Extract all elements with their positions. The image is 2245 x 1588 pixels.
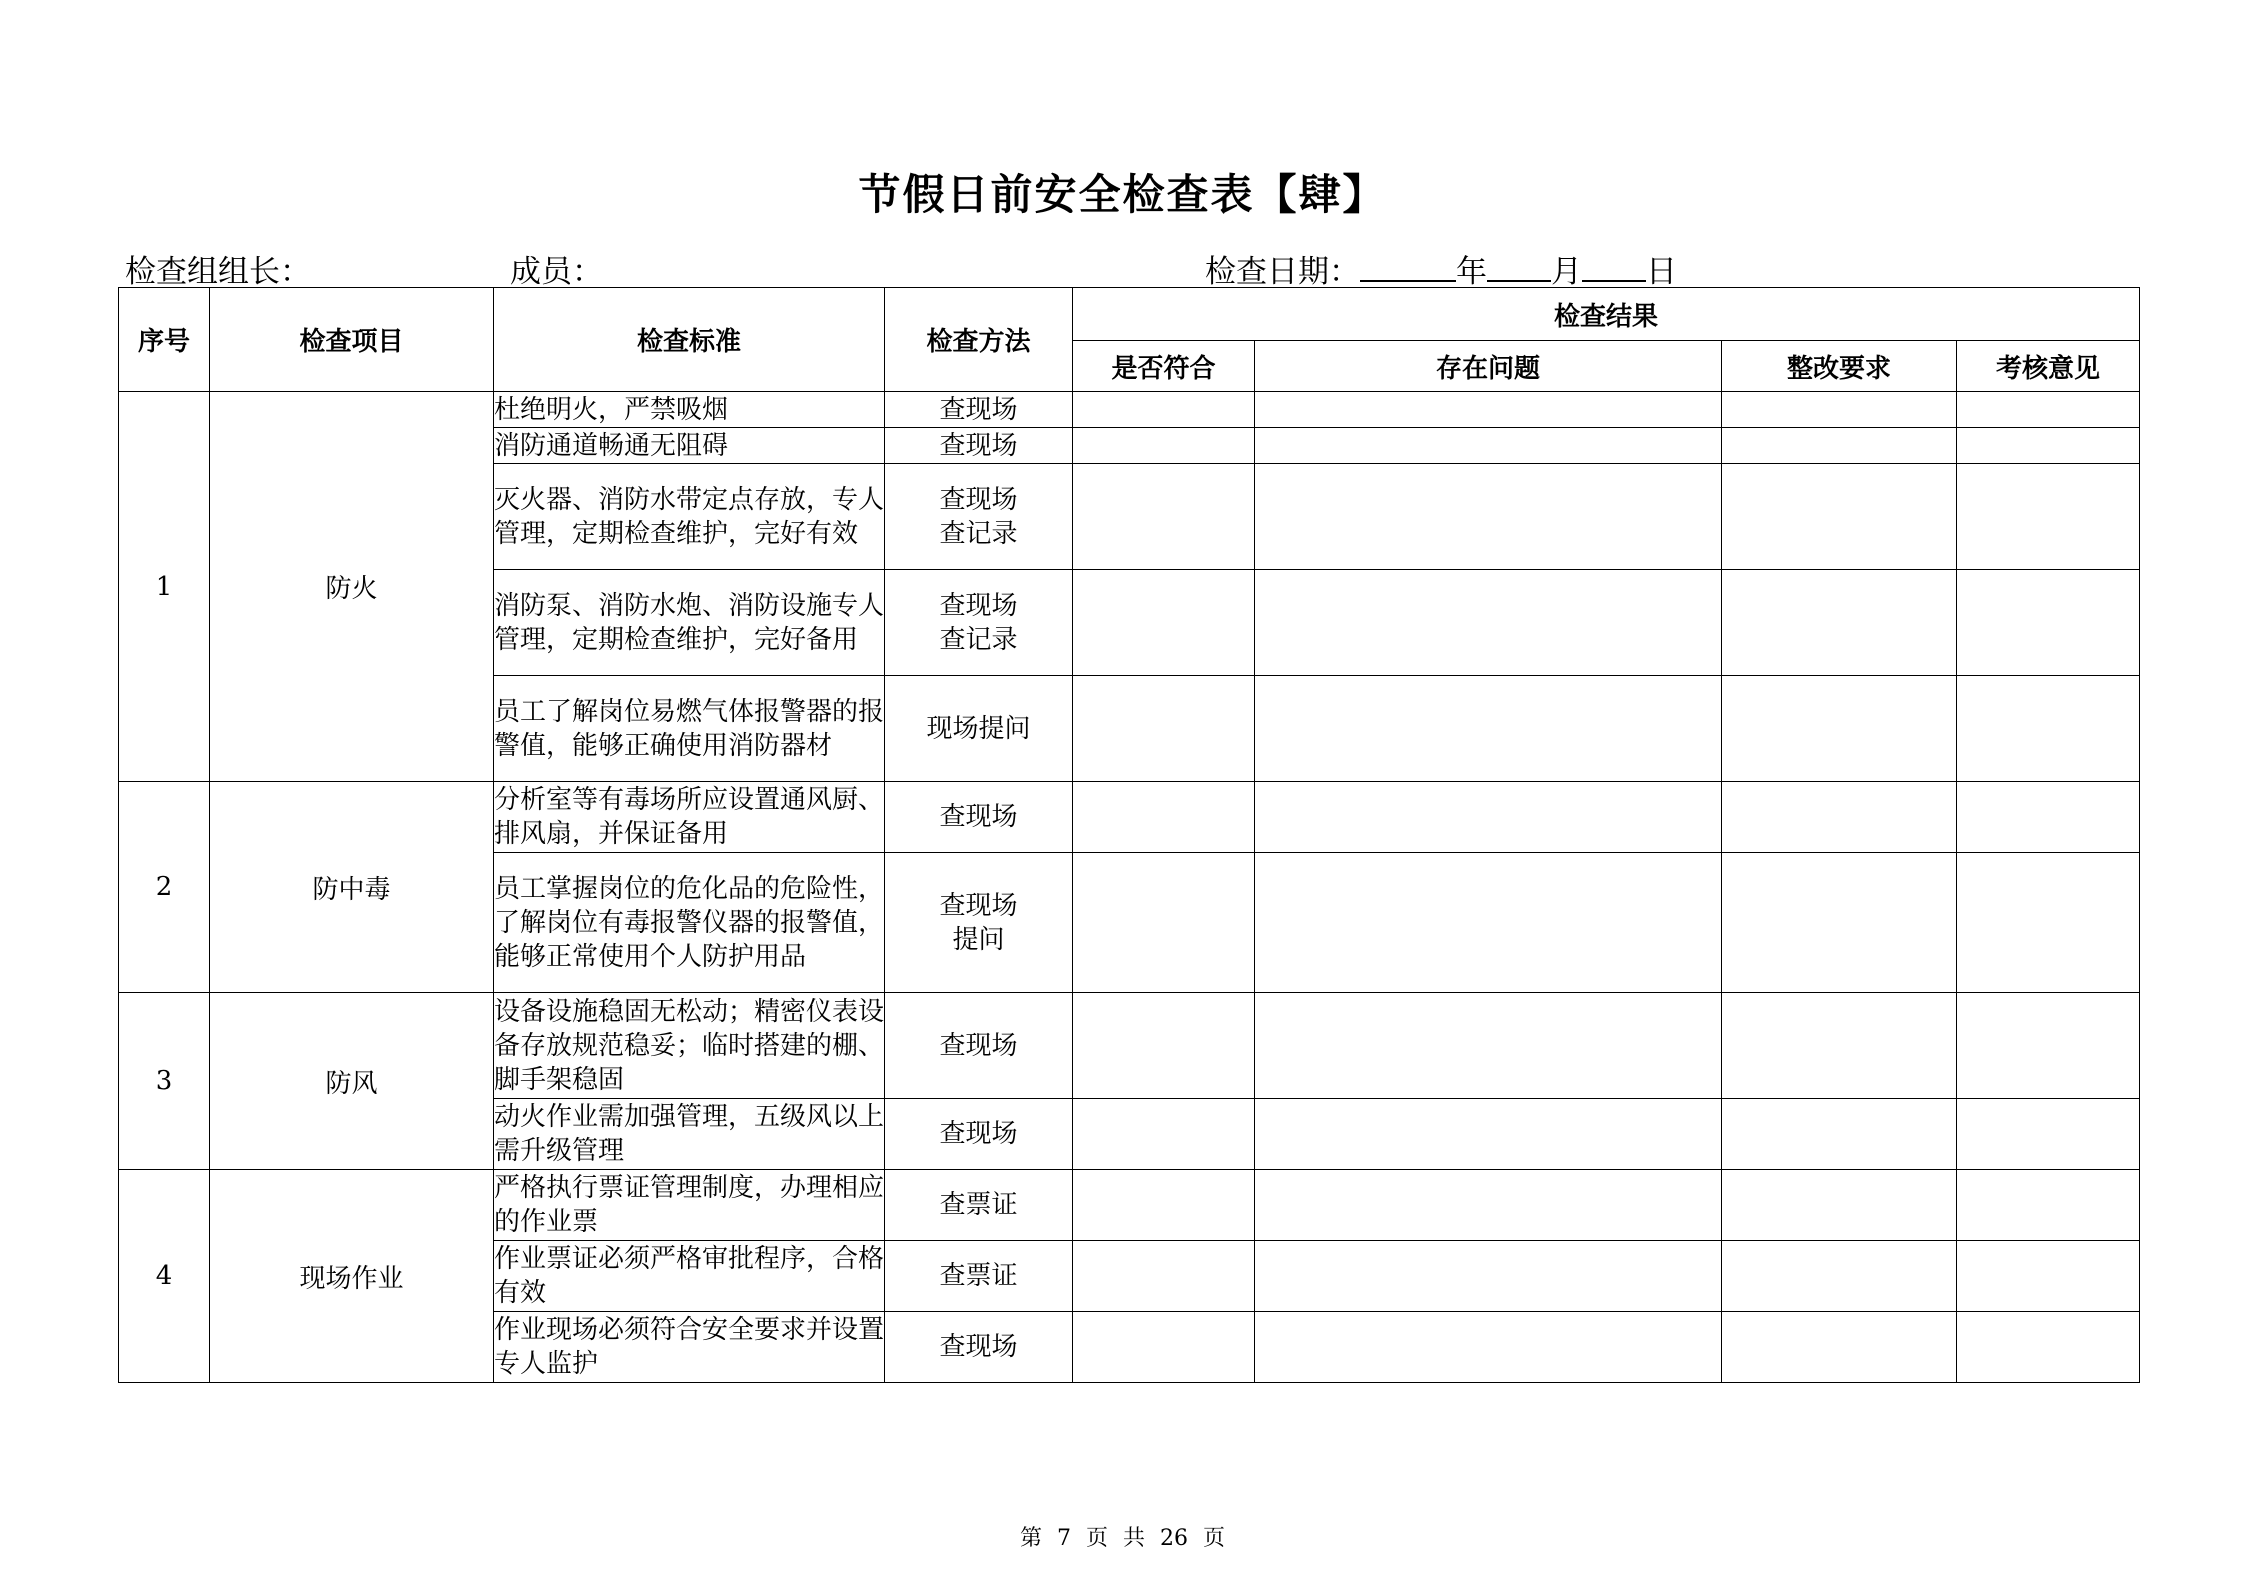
problem-cell[interactable]: [1255, 428, 1722, 464]
date-field: [1205, 246, 1677, 291]
page-footer: 第 7 页 共 26 页: [1020, 1526, 1225, 1551]
conform-cell[interactable]: [1073, 1170, 1255, 1241]
method-cell: 查现场: [885, 392, 1073, 428]
item-cell: 现场作业: [210, 1170, 494, 1383]
standard-cell: 杜绝明火，严禁吸烟: [494, 392, 885, 428]
method-cell: 查现场 提问: [885, 853, 1073, 993]
rectify-cell[interactable]: [1722, 782, 1957, 853]
conform-cell[interactable]: [1073, 853, 1255, 993]
conform-cell[interactable]: [1073, 676, 1255, 782]
standard-cell: 动火作业需加强管理，五级风以上需升级管理: [494, 1099, 885, 1170]
table-row: [119, 392, 2140, 428]
standard-cell: 消防通道畅通无阻碍: [494, 428, 885, 464]
conform-cell[interactable]: [1073, 428, 1255, 464]
opinion-cell[interactable]: [1957, 1241, 2140, 1312]
method-cell: 查现场: [885, 1099, 1073, 1170]
opinion-cell[interactable]: [1957, 1312, 2140, 1383]
conform-cell[interactable]: [1073, 1312, 1255, 1383]
day-label: 日: [1646, 254, 1677, 290]
table-row: [119, 782, 2140, 853]
rectify-cell[interactable]: [1722, 570, 1957, 676]
header-standard: 检查标准: [494, 288, 885, 392]
problem-cell[interactable]: [1255, 853, 1722, 993]
member-field: [510, 246, 603, 291]
problem-cell[interactable]: [1255, 782, 1722, 853]
seq-cell: 4: [119, 1170, 210, 1383]
problem-cell[interactable]: [1255, 1099, 1722, 1170]
standard-cell: 作业现场必须符合安全要求并设置专人监护: [494, 1312, 885, 1383]
item-cell: 防火: [210, 392, 494, 782]
header-rectify: 整改要求: [1722, 341, 1957, 392]
opinion-cell[interactable]: [1957, 570, 2140, 676]
standard-cell: 严格执行票证管理制度，办理相应的作业票: [494, 1170, 885, 1241]
standard-cell: 消防泵、消防水炮、消防设施专人管理，定期检查维护，完好备用: [494, 570, 885, 676]
header-opinion: 考核意见: [1957, 341, 2140, 392]
standard-cell: 设备设施稳固无松动；精密仪表设备存放规范稳妥；临时搭建的棚、脚手架稳固: [494, 993, 885, 1099]
conform-cell[interactable]: [1073, 392, 1255, 428]
header-item: 检查项目: [210, 288, 494, 392]
opinion-cell[interactable]: [1957, 392, 2140, 428]
standard-cell: 灭火器、消防水带定点存放，专人管理，定期检查维护，完好有效: [494, 464, 885, 570]
leader-label: 检查组组长：: [125, 254, 311, 290]
header-result: 检查结果: [1073, 288, 2140, 341]
item-cell: 防风: [210, 993, 494, 1170]
year-label: 年: [1456, 254, 1487, 290]
opinion-cell[interactable]: [1957, 464, 2140, 570]
problem-cell[interactable]: [1255, 392, 1722, 428]
method-cell: 查现场: [885, 428, 1073, 464]
inspection-table: [118, 287, 2140, 1383]
method-cell: 查现场: [885, 993, 1073, 1099]
opinion-cell[interactable]: [1957, 428, 2140, 464]
method-cell: 查现场: [885, 1312, 1073, 1383]
header-method: 检查方法: [885, 288, 1073, 392]
table-row: [119, 993, 2140, 1099]
rectify-cell[interactable]: [1722, 676, 1957, 782]
rectify-cell[interactable]: [1722, 464, 1957, 570]
conform-cell[interactable]: [1073, 1241, 1255, 1312]
opinion-cell[interactable]: [1957, 676, 2140, 782]
header-seq: 序号: [119, 288, 210, 392]
conform-cell[interactable]: [1073, 993, 1255, 1099]
header-problem: 存在问题: [1255, 341, 1722, 392]
opinion-cell[interactable]: [1957, 1170, 2140, 1241]
rectify-cell[interactable]: [1722, 1241, 1957, 1312]
header-conform: 是否符合: [1073, 341, 1255, 392]
problem-cell[interactable]: [1255, 1241, 1722, 1312]
problem-cell[interactable]: [1255, 993, 1722, 1099]
method-cell: 查票证: [885, 1241, 1073, 1312]
standard-cell: 作业票证必须严格审批程序，合格有效: [494, 1241, 885, 1312]
member-label: 成员：: [510, 254, 603, 290]
page-title: 节假日前安全检查表【肆】: [858, 170, 1387, 219]
standard-cell: 分析室等有毒场所应设置通风厨、排风扇，并保证备用: [494, 782, 885, 853]
seq-cell: 3: [119, 993, 210, 1170]
problem-cell[interactable]: [1255, 676, 1722, 782]
standard-cell: 员工掌握岗位的危化品的危险性，了解岗位有毒报警仪器的报警值，能够正常使用个人防护用品: [494, 853, 885, 993]
opinion-cell[interactable]: [1957, 782, 2140, 853]
opinion-cell[interactable]: [1957, 853, 2140, 993]
method-cell: 查现场 查记录: [885, 464, 1073, 570]
standard-cell: 员工了解岗位易燃气体报警器的报警值，能够正确使用消防器材: [494, 676, 885, 782]
day-blank[interactable]: [1582, 256, 1646, 282]
table-row: [119, 1170, 2140, 1241]
conform-cell[interactable]: [1073, 1099, 1255, 1170]
problem-cell[interactable]: [1255, 1170, 1722, 1241]
conform-cell[interactable]: [1073, 464, 1255, 570]
year-blank[interactable]: [1360, 256, 1456, 282]
method-cell: 查票证: [885, 1170, 1073, 1241]
rectify-cell[interactable]: [1722, 993, 1957, 1099]
rectify-cell[interactable]: [1722, 1312, 1957, 1383]
opinion-cell[interactable]: [1957, 993, 2140, 1099]
method-cell: 查现场: [885, 782, 1073, 853]
rectify-cell[interactable]: [1722, 392, 1957, 428]
month-blank[interactable]: [1487, 256, 1551, 282]
opinion-cell[interactable]: [1957, 1099, 2140, 1170]
seq-cell: 2: [119, 782, 210, 993]
problem-cell[interactable]: [1255, 464, 1722, 570]
date-label: 检查日期：: [1205, 254, 1360, 290]
item-cell: 防中毒: [210, 782, 494, 993]
problem-cell[interactable]: [1255, 1312, 1722, 1383]
rectify-cell[interactable]: [1722, 1170, 1957, 1241]
problem-cell[interactable]: [1255, 570, 1722, 676]
method-cell: 现场提问: [885, 676, 1073, 782]
conform-cell[interactable]: [1073, 570, 1255, 676]
conform-cell[interactable]: [1073, 782, 1255, 853]
seq-cell: 1: [119, 392, 210, 782]
rectify-cell[interactable]: [1722, 853, 1957, 993]
method-cell: 查现场 查记录: [885, 570, 1073, 676]
rectify-cell[interactable]: [1722, 428, 1957, 464]
month-label: 月: [1551, 254, 1582, 290]
leader-field: [125, 246, 311, 291]
rectify-cell[interactable]: [1722, 1099, 1957, 1170]
